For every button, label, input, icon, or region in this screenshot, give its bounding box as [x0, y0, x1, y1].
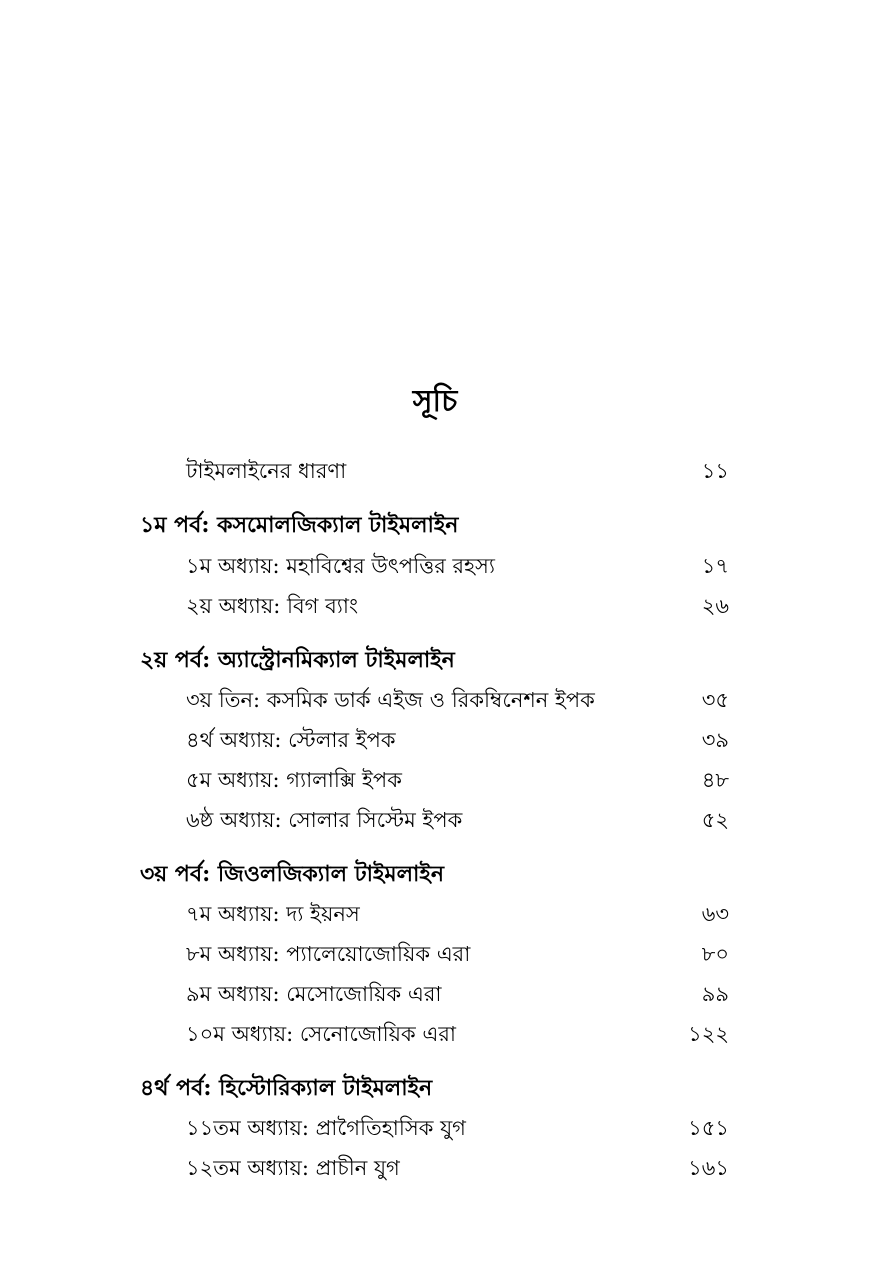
toc-part-heading: ৪র্থ পর্ব: হিস্টোরিক্যাল টাইমলাইন	[140, 1075, 433, 1101]
toc-entry-page: ৫২	[701, 808, 729, 832]
toc-chapter-entry[interactable]	[186, 897, 729, 931]
toc-entry-title: টাইমলাইনের ধারণা	[186, 459, 347, 483]
page-title: সূচি	[412, 384, 458, 419]
toc-entry-title: ৬ষ্ঠ অধ্যায়: সোলার সিস্টেম ইপক	[186, 808, 463, 832]
toc-entry-title: ৭ম অধ্যায়: দ্য ইয়নস	[186, 902, 360, 926]
toc-entry-title: ৪র্থ অধ্যায়: স্টেলার ইপক	[186, 728, 396, 752]
toc-entry-title: ১০ম অধ্যায়: সেনোজোয়িক এরা	[186, 1022, 457, 1046]
toc-entry-title: ৩য় তিন: কসমিক ডার্ক এইজ ও রিকম্বিনেশন ইপক	[186, 688, 595, 712]
toc-entry-page: ১৭	[701, 554, 729, 578]
toc-entry-page: ১৫১	[688, 1116, 729, 1140]
toc-chapter-entry[interactable]	[186, 763, 729, 797]
toc-part-heading: ১ম পর্ব: কসমোলজিক্যাল টাইমলাইন	[140, 512, 459, 538]
toc-entry-page: ৬৩	[701, 902, 729, 926]
toc-entry-page: ১৬১	[688, 1156, 729, 1180]
toc-entry-page: ৩৯	[701, 728, 729, 752]
toc-intro-entry[interactable]	[186, 454, 729, 488]
toc-entry-title: ৯ম অধ্যায়: মেসোজোয়িক এরা	[186, 982, 442, 1006]
toc-entry-page: ২৬	[701, 594, 729, 618]
toc-entry-page: ১২২	[688, 1022, 729, 1046]
toc-entry-page: ৪৮	[701, 768, 729, 792]
toc-chapter-entry[interactable]	[186, 683, 729, 717]
toc-entry-page: ১১	[701, 459, 729, 483]
toc-entry-title: ১ম অধ্যায়: মহাবিশ্বের উৎপত্তির রহস্য	[186, 554, 495, 578]
toc-entry-title: ২য় অধ্যায়: বিগ ব্যাং	[186, 594, 358, 618]
toc-entry-title: ১২তম অধ্যায়: প্রাচীন যুগ	[186, 1156, 400, 1180]
toc-chapter-entry[interactable]	[186, 589, 729, 623]
toc-chapter-entry[interactable]	[186, 1111, 729, 1145]
toc-entry-page: ৮০	[701, 942, 729, 966]
toc-chapter-entry[interactable]	[186, 723, 729, 757]
toc-chapter-entry[interactable]	[186, 937, 729, 971]
toc-entry-title: ১১তম অধ্যায়: প্রাগৈতিহাসিক যুগ	[186, 1116, 466, 1140]
toc-chapter-entry[interactable]	[186, 1151, 729, 1185]
toc-chapter-entry[interactable]	[186, 803, 729, 837]
toc-entry-title: ৫ম অধ্যায়: গ্যালাক্সি ইপক	[186, 768, 402, 792]
toc-entry-page: ৩৫	[701, 688, 729, 712]
toc-chapter-entry[interactable]	[186, 977, 729, 1011]
toc-part-heading: ৩য় পর্ব: জিওলজিক্যাল টাইমলাইন	[140, 861, 444, 887]
toc-chapter-entry[interactable]	[186, 1017, 729, 1051]
toc-entry-title: ৮ম অধ্যায়: প্যালেয়োজোয়িক এরা	[186, 942, 471, 966]
toc-entry-page: ৯৯	[701, 982, 729, 1006]
toc-chapter-entry[interactable]	[186, 549, 729, 583]
toc-part-heading: ২য় পর্ব: অ্যাস্ট্রোনমিক্যাল টাইমলাইন	[140, 647, 455, 673]
